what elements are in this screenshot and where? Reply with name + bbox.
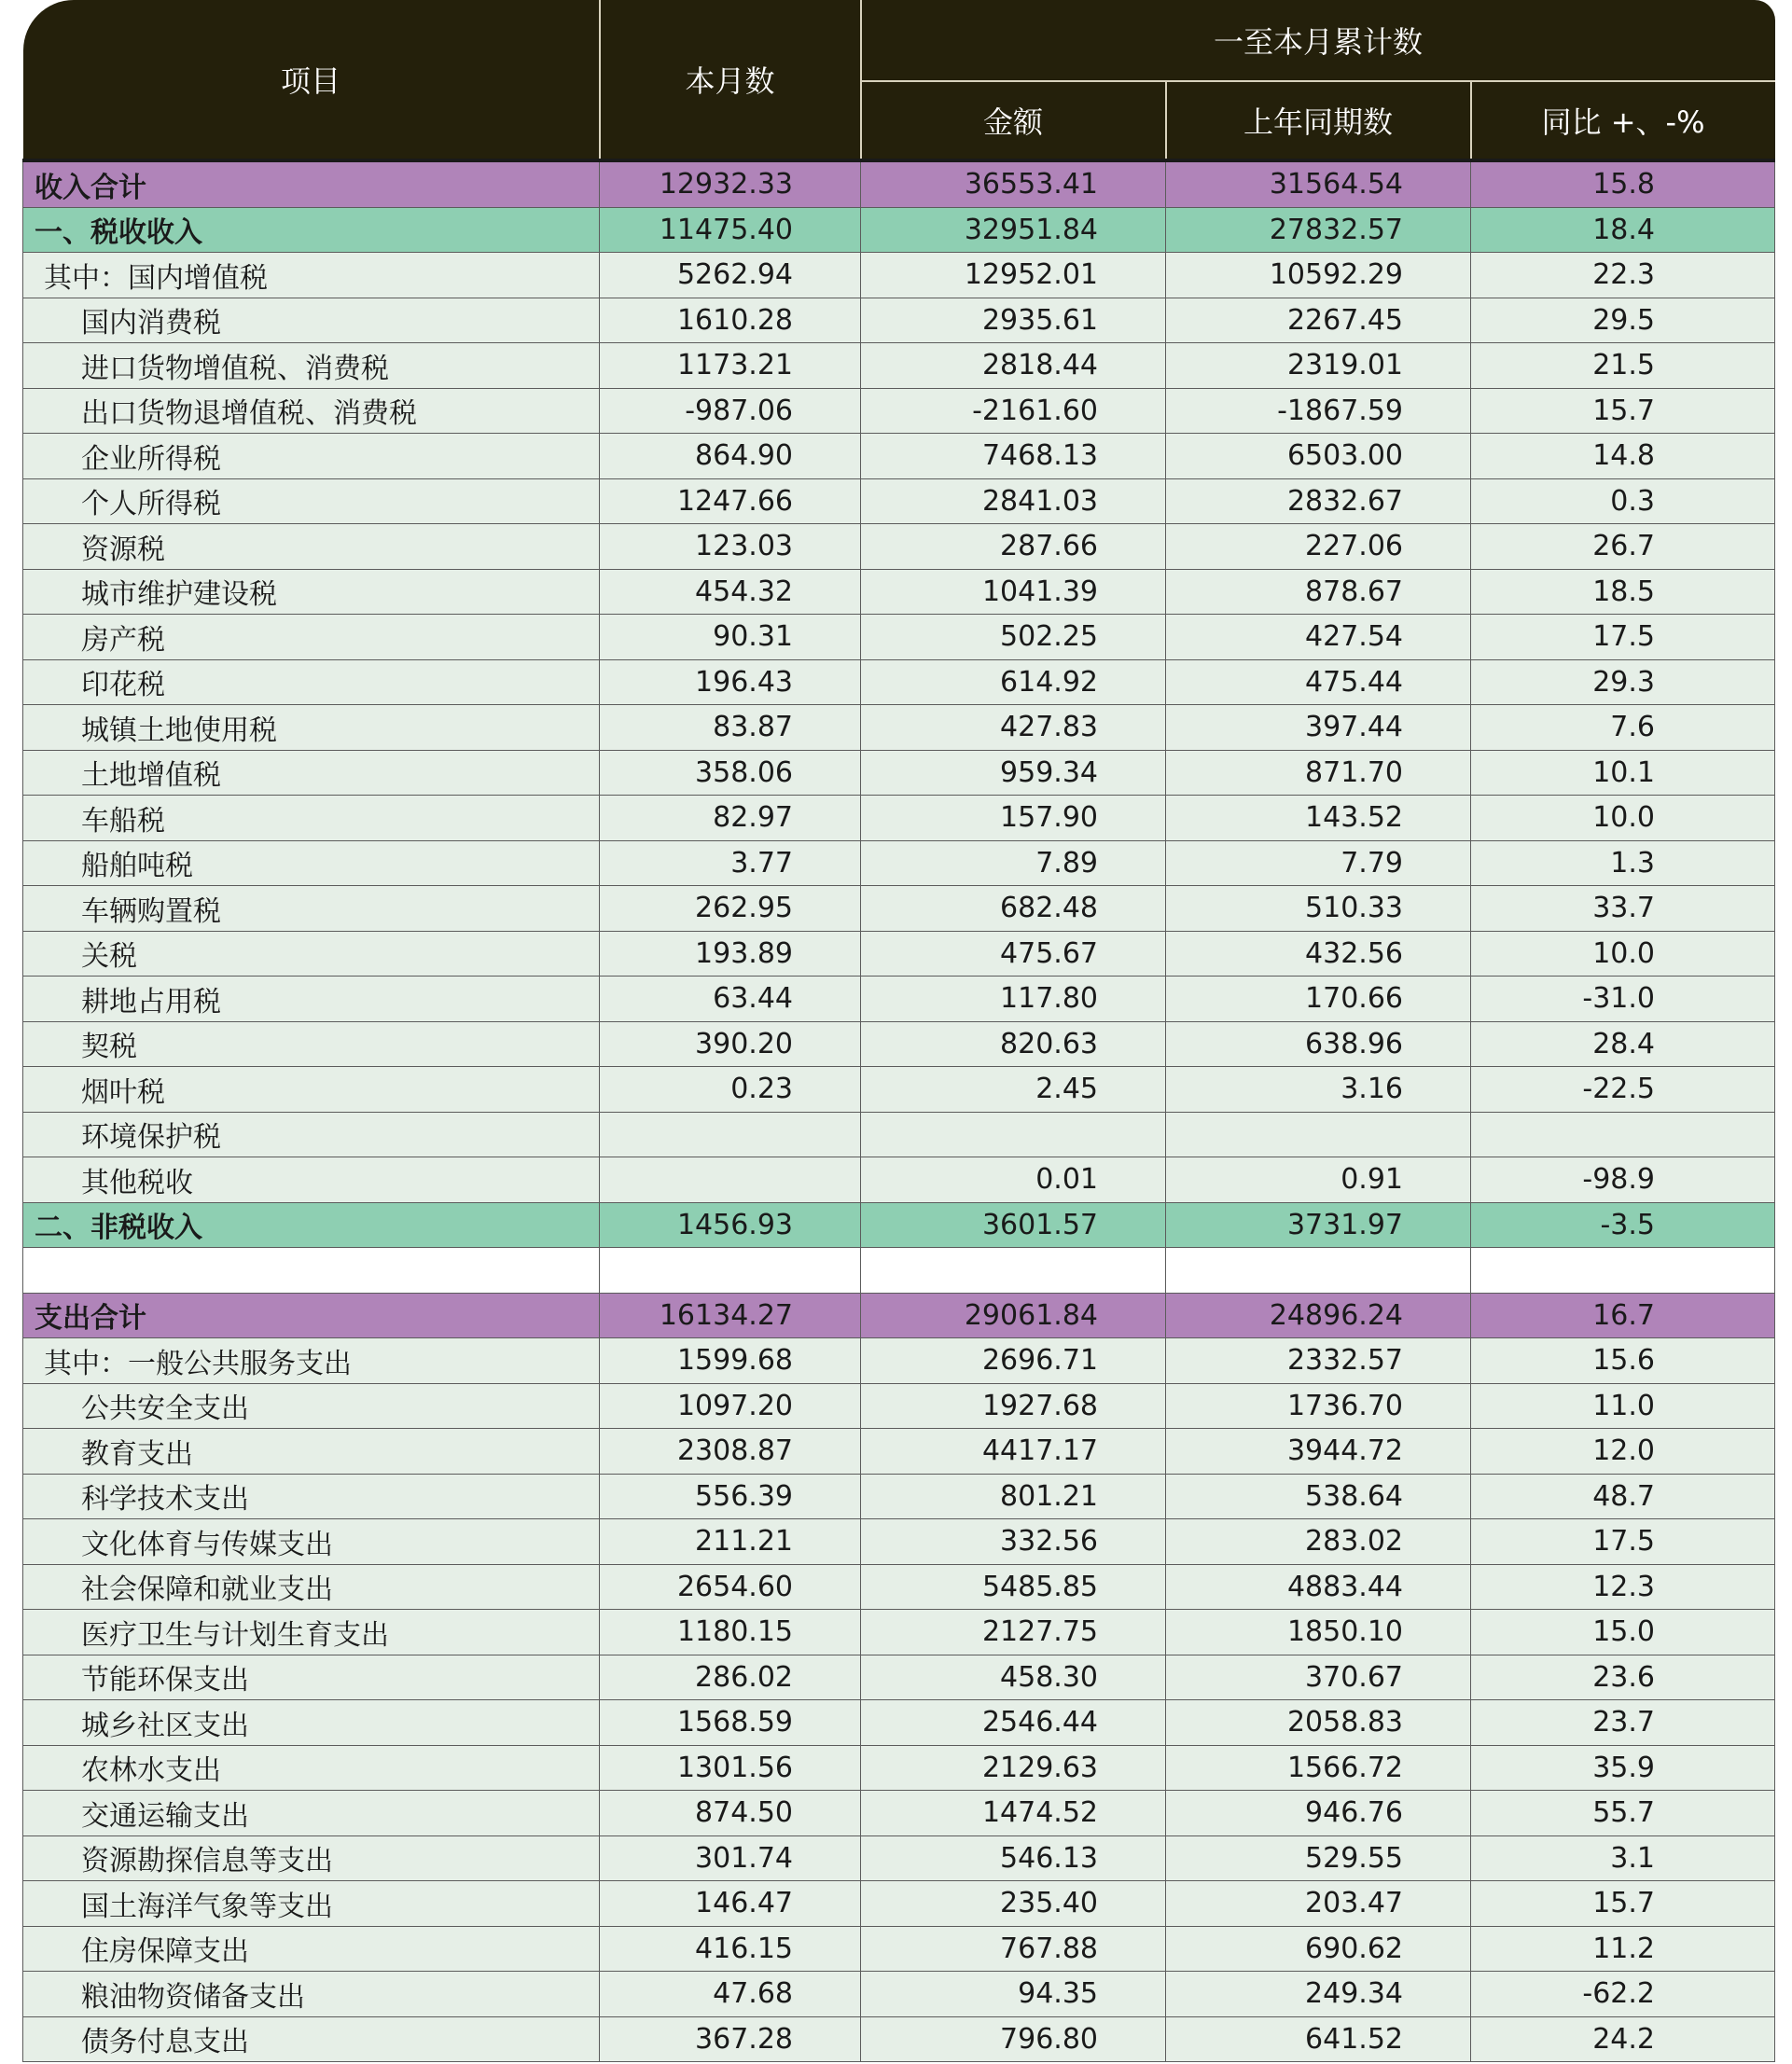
row-label: 教育支出	[23, 1429, 600, 1475]
table-row	[23, 569, 1775, 615]
cell-month: 1180.15	[600, 1610, 861, 1655]
cell-amount: 2935.61	[861, 298, 1166, 343]
table-row	[23, 1791, 1775, 1836]
cell-amount: -2161.60	[861, 388, 1166, 434]
cell-last-year: 2319.01	[1166, 343, 1471, 389]
table-row	[23, 1338, 1775, 1384]
table-header	[23, 0, 1775, 160]
cell-amount: 7.89	[861, 840, 1166, 886]
row-label: 国土海洋气象等支出	[23, 1881, 600, 1927]
cell-month: 367.28	[600, 2016, 861, 2062]
cell-month: 196.43	[600, 659, 861, 705]
cell-yoy: 17.5	[1471, 1519, 1775, 1565]
cell-month: 83.87	[600, 705, 861, 751]
cell-yoy: -98.9	[1471, 1157, 1775, 1203]
cell-amount: 458.30	[861, 1655, 1166, 1700]
table-row	[23, 659, 1775, 705]
cell-yoy: 35.9	[1471, 1745, 1775, 1791]
cell-month: 1568.59	[600, 1700, 861, 1746]
cell-last-year: 427.54	[1166, 615, 1471, 660]
cell-month: 262.95	[600, 886, 861, 932]
cell-yoy: 24.2	[1471, 2016, 1775, 2062]
cell-amount: 502.25	[861, 615, 1166, 660]
cell-yoy: 1.3	[1471, 840, 1775, 886]
row-label: 房产税	[23, 615, 600, 660]
table-row	[23, 931, 1775, 977]
table-row	[23, 1881, 1775, 1927]
table-row	[23, 886, 1775, 932]
row-label: 车船税	[23, 796, 600, 841]
cell-yoy: 55.7	[1471, 1791, 1775, 1836]
table-row	[23, 1564, 1775, 1610]
cell-yoy: 33.7	[1471, 886, 1775, 932]
section-row	[23, 1202, 1775, 1248]
cell-amount: 2.45	[861, 1067, 1166, 1113]
cell-month: 454.32	[600, 569, 861, 615]
cell-last-year: 946.76	[1166, 1791, 1471, 1836]
table-row	[23, 1067, 1775, 1113]
table-row	[23, 1112, 1775, 1157]
table-row	[23, 977, 1775, 1022]
cell-amount: 820.63	[861, 1021, 1166, 1067]
row-label: 其中：国内增值税	[23, 253, 600, 298]
total-row	[23, 160, 1775, 207]
cell-month: 1610.28	[600, 298, 861, 343]
cell-amount: 4417.17	[861, 1429, 1166, 1475]
cell-month: 2654.60	[600, 1564, 861, 1610]
cell-month: 2308.87	[600, 1429, 861, 1475]
table-row	[23, 796, 1775, 841]
table-row	[23, 750, 1775, 796]
row-label: 粮油物资储备支出	[23, 1972, 600, 2017]
table-row	[23, 705, 1775, 751]
cell-yoy: 12.3	[1471, 1564, 1775, 1610]
cell-yoy: -62.2	[1471, 1972, 1775, 2017]
row-label: 城乡社区支出	[23, 1700, 600, 1746]
cell-yoy: 15.0	[1471, 1610, 1775, 1655]
row-label: 科学技术支出	[23, 1474, 600, 1519]
cell-amount: 235.40	[861, 1881, 1166, 1927]
cell-yoy: 26.7	[1471, 524, 1775, 570]
cell-last-year: 1736.70	[1166, 1383, 1471, 1429]
cell-month	[600, 1157, 861, 1203]
cell-last-year: 529.55	[1166, 1835, 1471, 1881]
row-label	[23, 1248, 600, 1294]
cell-month: 82.97	[600, 796, 861, 841]
cell-yoy: -31.0	[1471, 977, 1775, 1022]
row-label: 船舶吨税	[23, 840, 600, 886]
row-label: 资源勘探信息等支出	[23, 1835, 600, 1881]
cell-amount: 157.90	[861, 796, 1166, 841]
table-row	[23, 1610, 1775, 1655]
row-label: 耕地占用税	[23, 977, 600, 1022]
cell-last-year: 871.70	[1166, 750, 1471, 796]
table-row	[23, 343, 1775, 389]
cell-last-year: 3944.72	[1166, 1429, 1471, 1475]
row-label: 收入合计	[23, 160, 600, 207]
cell-yoy: 16.7	[1471, 1293, 1775, 1338]
cell-yoy: 18.4	[1471, 207, 1775, 253]
cell-month: 390.20	[600, 1021, 861, 1067]
header-yoy: 同比 +、-%	[1471, 81, 1775, 160]
cell-month: 47.68	[600, 1972, 861, 2017]
cell-yoy: -3.5	[1471, 1202, 1775, 1248]
cell-month: 1301.56	[600, 1745, 861, 1791]
cell-amount: 2841.03	[861, 478, 1166, 524]
cell-month: 146.47	[600, 1881, 861, 1927]
row-label: 其中：一般公共服务支出	[23, 1338, 600, 1384]
cell-yoy: 3.1	[1471, 1835, 1775, 1881]
cell-amount: 1474.52	[861, 1791, 1166, 1836]
row-label: 住房保障支出	[23, 1926, 600, 1972]
cell-amount: 475.67	[861, 931, 1166, 977]
header-month: 本月数	[600, 0, 861, 160]
cell-month: 358.06	[600, 750, 861, 796]
cell-month: 16134.27	[600, 1293, 861, 1338]
cell-month: 416.15	[600, 1926, 861, 1972]
cell-month: 1599.68	[600, 1338, 861, 1384]
cell-amount: 12952.01	[861, 253, 1166, 298]
cell-last-year: 24896.24	[1166, 1293, 1471, 1338]
row-label: 医疗卫生与计划生育支出	[23, 1610, 600, 1655]
cell-yoy: 7.6	[1471, 705, 1775, 751]
row-label: 社会保障和就业支出	[23, 1564, 600, 1610]
cell-yoy: 23.6	[1471, 1655, 1775, 1700]
cell-yoy: 15.6	[1471, 1338, 1775, 1384]
cell-yoy: 18.5	[1471, 569, 1775, 615]
cell-month: 193.89	[600, 931, 861, 977]
cell-last-year: 397.44	[1166, 705, 1471, 751]
row-label: 二、非税收入	[23, 1202, 600, 1248]
cell-yoy: 11.2	[1471, 1926, 1775, 1972]
cell-amount: 959.34	[861, 750, 1166, 796]
cell-last-year: 1850.10	[1166, 1610, 1471, 1655]
table-row	[23, 1429, 1775, 1475]
cell-yoy: 0.3	[1471, 478, 1775, 524]
cell-yoy: 10.1	[1471, 750, 1775, 796]
row-label: 出口货物退增值税、消费税	[23, 388, 600, 434]
cell-last-year: 0.91	[1166, 1157, 1471, 1203]
row-label: 农林水支出	[23, 1745, 600, 1791]
cell-yoy: 12.0	[1471, 1429, 1775, 1475]
cell-yoy: 11.0	[1471, 1383, 1775, 1429]
cell-last-year	[1166, 1112, 1471, 1157]
header-last-year: 上年同期数	[1166, 81, 1471, 160]
cell-month: 1173.21	[600, 343, 861, 389]
cell-yoy: 15.7	[1471, 388, 1775, 434]
header-item: 项目	[23, 0, 600, 160]
cell-amount: 682.48	[861, 886, 1166, 932]
row-label: 关税	[23, 931, 600, 977]
cell-amount: 287.66	[861, 524, 1166, 570]
table-row	[23, 1157, 1775, 1203]
cell-yoy: -22.5	[1471, 1067, 1775, 1113]
cell-amount: 1927.68	[861, 1383, 1166, 1429]
cell-month: 63.44	[600, 977, 861, 1022]
cell-month: 874.50	[600, 1791, 861, 1836]
cell-last-year: 7.79	[1166, 840, 1471, 886]
cell-amount: 2129.63	[861, 1745, 1166, 1791]
table-row	[23, 1926, 1775, 1972]
cell-amount: 29061.84	[861, 1293, 1166, 1338]
cell-month: 5262.94	[600, 253, 861, 298]
row-label: 节能环保支出	[23, 1655, 600, 1700]
cell-amount: 32951.84	[861, 207, 1166, 253]
table-row	[23, 1519, 1775, 1565]
cell-amount	[861, 1112, 1166, 1157]
cell-last-year: 3.16	[1166, 1067, 1471, 1113]
row-label: 国内消费税	[23, 298, 600, 343]
table-row	[23, 478, 1775, 524]
cell-last-year: 2058.83	[1166, 1700, 1471, 1746]
cell-last-year: 641.52	[1166, 2016, 1471, 2062]
row-label: 资源税	[23, 524, 600, 570]
cell-last-year: 4883.44	[1166, 1564, 1471, 1610]
cell-last-year: 283.02	[1166, 1519, 1471, 1565]
cell-yoy: 15.7	[1471, 1881, 1775, 1927]
cell-amount: 546.13	[861, 1835, 1166, 1881]
table-row	[23, 253, 1775, 298]
cell-last-year: 510.33	[1166, 886, 1471, 932]
cell-last-year: 170.66	[1166, 977, 1471, 1022]
cell-last-year: 690.62	[1166, 1926, 1471, 1972]
cell-yoy: 28.4	[1471, 1021, 1775, 1067]
cell-amount: 796.80	[861, 2016, 1166, 2062]
cell-amount: 427.83	[861, 705, 1166, 751]
cell-last-year: 2832.67	[1166, 478, 1471, 524]
table-row	[23, 1972, 1775, 2017]
cell-amount: 3601.57	[861, 1202, 1166, 1248]
spacer-row	[23, 1248, 1775, 1294]
cell-month: 0.23	[600, 1067, 861, 1113]
cell-last-year: 27832.57	[1166, 207, 1471, 253]
table-row	[23, 840, 1775, 886]
cell-last-year: -1867.59	[1166, 388, 1471, 434]
row-label: 环境保护税	[23, 1112, 600, 1157]
cell-last-year: 432.56	[1166, 931, 1471, 977]
table-row	[23, 388, 1775, 434]
cell-month: 864.90	[600, 434, 861, 479]
total-row	[23, 1293, 1775, 1338]
row-label: 个人所得税	[23, 478, 600, 524]
cell-month: 12932.33	[600, 160, 861, 207]
cell-yoy: 22.3	[1471, 253, 1775, 298]
cell-yoy: 15.8	[1471, 160, 1775, 207]
cell-yoy: 10.0	[1471, 931, 1775, 977]
row-label: 车辆购置税	[23, 886, 600, 932]
table-row	[23, 1835, 1775, 1881]
header-amount: 金额	[861, 81, 1166, 160]
cell-month: 123.03	[600, 524, 861, 570]
cell-amount: 0.01	[861, 1157, 1166, 1203]
cell-yoy: 17.5	[1471, 615, 1775, 660]
cell-last-year: 10592.29	[1166, 253, 1471, 298]
fiscal-revenue-expenditure-table	[22, 0, 1775, 2062]
row-label: 支出合计	[23, 1293, 600, 1338]
cell-amount: 117.80	[861, 977, 1166, 1022]
cell-yoy: 29.5	[1471, 298, 1775, 343]
table-row	[23, 1474, 1775, 1519]
cell-yoy	[1471, 1248, 1775, 1294]
table-row	[23, 615, 1775, 660]
row-label: 进口货物增值税、消费税	[23, 343, 600, 389]
cell-month	[600, 1248, 861, 1294]
row-label: 企业所得税	[23, 434, 600, 479]
cell-month: 301.74	[600, 1835, 861, 1881]
cell-month: -987.06	[600, 388, 861, 434]
cell-month	[600, 1112, 861, 1157]
cell-yoy: 29.3	[1471, 659, 1775, 705]
cell-last-year: 2267.45	[1166, 298, 1471, 343]
cell-amount	[861, 1248, 1166, 1294]
cell-last-year: 475.44	[1166, 659, 1471, 705]
cell-yoy: 21.5	[1471, 343, 1775, 389]
table-row	[23, 1655, 1775, 1700]
cell-amount: 801.21	[861, 1474, 1166, 1519]
cell-amount: 2127.75	[861, 1610, 1166, 1655]
fiscal-table-container	[22, 0, 1774, 2062]
cell-yoy: 48.7	[1471, 1474, 1775, 1519]
cell-month: 556.39	[600, 1474, 861, 1519]
cell-amount: 767.88	[861, 1926, 1166, 1972]
table-row	[23, 1745, 1775, 1791]
cell-last-year: 370.67	[1166, 1655, 1471, 1700]
cell-last-year	[1166, 1248, 1471, 1294]
cell-last-year: 538.64	[1166, 1474, 1471, 1519]
cell-month: 11475.40	[600, 207, 861, 253]
row-label: 城市维护建设税	[23, 569, 600, 615]
cell-last-year: 203.47	[1166, 1881, 1471, 1927]
row-label: 契税	[23, 1021, 600, 1067]
cell-month: 90.31	[600, 615, 861, 660]
table-body	[23, 160, 1775, 2062]
cell-month: 1097.20	[600, 1383, 861, 1429]
cell-amount: 614.92	[861, 659, 1166, 705]
table-row	[23, 524, 1775, 570]
row-label: 城镇土地使用税	[23, 705, 600, 751]
row-label: 烟叶税	[23, 1067, 600, 1113]
table-row	[23, 2016, 1775, 2062]
cell-month: 3.77	[600, 840, 861, 886]
cell-amount: 1041.39	[861, 569, 1166, 615]
cell-yoy	[1471, 1112, 1775, 1157]
row-label: 一、税收收入	[23, 207, 600, 253]
cell-yoy: 14.8	[1471, 434, 1775, 479]
table-row	[23, 434, 1775, 479]
cell-last-year: 878.67	[1166, 569, 1471, 615]
row-label: 公共安全支出	[23, 1383, 600, 1429]
section-row	[23, 207, 1775, 253]
cell-amount: 2696.71	[861, 1338, 1166, 1384]
cell-last-year: 6503.00	[1166, 434, 1471, 479]
cell-last-year: 1566.72	[1166, 1745, 1471, 1791]
cell-last-year: 3731.97	[1166, 1202, 1471, 1248]
cell-last-year: 31564.54	[1166, 160, 1471, 207]
cell-yoy: 10.0	[1471, 796, 1775, 841]
cell-last-year: 2332.57	[1166, 1338, 1471, 1384]
cell-amount: 94.35	[861, 1972, 1166, 2017]
cell-amount: 7468.13	[861, 434, 1166, 479]
row-label: 交通运输支出	[23, 1791, 600, 1836]
cell-last-year: 249.34	[1166, 1972, 1471, 2017]
row-label: 土地增值税	[23, 750, 600, 796]
table-row	[23, 1021, 1775, 1067]
table-row	[23, 298, 1775, 343]
cell-amount: 5485.85	[861, 1564, 1166, 1610]
cell-last-year: 638.96	[1166, 1021, 1471, 1067]
cell-amount: 2818.44	[861, 343, 1166, 389]
row-label: 印花税	[23, 659, 600, 705]
table-row	[23, 1700, 1775, 1746]
table-row	[23, 1383, 1775, 1429]
cell-last-year: 143.52	[1166, 796, 1471, 841]
row-label: 文化体育与传媒支出	[23, 1519, 600, 1565]
cell-month: 1456.93	[600, 1202, 861, 1248]
cell-month: 211.21	[600, 1519, 861, 1565]
cell-amount: 36553.41	[861, 160, 1166, 207]
cell-month: 1247.66	[600, 478, 861, 524]
cell-month: 286.02	[600, 1655, 861, 1700]
cell-yoy: 23.7	[1471, 1700, 1775, 1746]
row-label: 债务付息支出	[23, 2016, 600, 2062]
row-label: 其他税收	[23, 1157, 600, 1203]
cell-amount: 332.56	[861, 1519, 1166, 1565]
cell-last-year: 227.06	[1166, 524, 1471, 570]
cell-amount: 2546.44	[861, 1700, 1166, 1746]
header-cumulative: 一至本月累计数	[861, 0, 1775, 81]
